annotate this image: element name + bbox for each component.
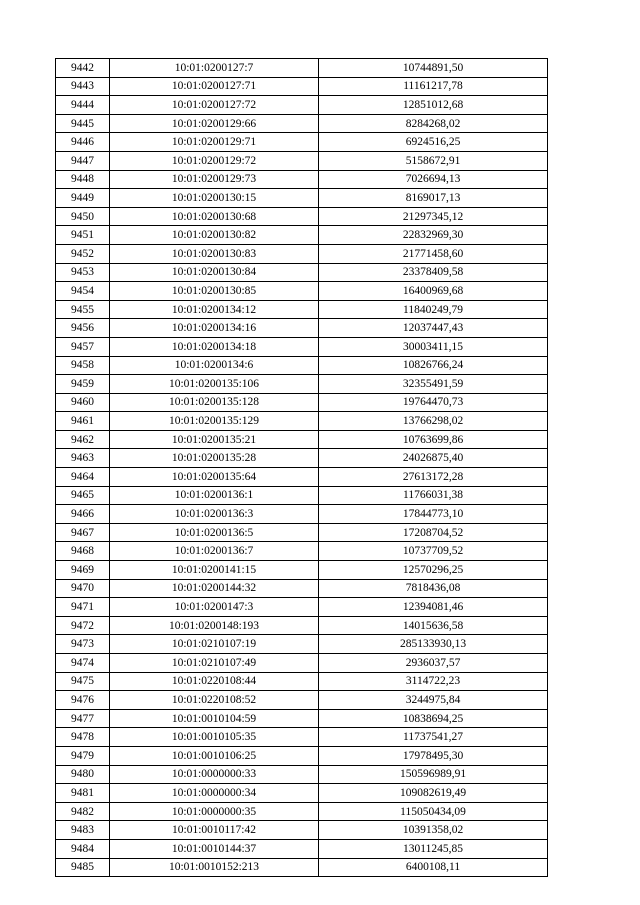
value-cell: 10763699,86 [319, 430, 548, 449]
cadastral-number-cell: 10:01:0200129:72 [110, 151, 319, 170]
cadastral-number-cell: 10:01:0000000:34 [110, 784, 319, 803]
cadastral-number-cell: 10:01:0200135:21 [110, 430, 319, 449]
cadastral-number-cell: 10:01:0200144:32 [110, 579, 319, 598]
table-row [56, 709, 548, 728]
row-number-cell: 9477 [56, 709, 110, 728]
table-row [56, 635, 548, 654]
table-row [56, 839, 548, 858]
value-cell: 21297345,12 [319, 207, 548, 226]
row-number-cell: 9478 [56, 728, 110, 747]
cadastral-number-cell: 10:01:0220108:44 [110, 672, 319, 691]
cadastral-number-cell: 10:01:0200135:129 [110, 412, 319, 431]
row-number-cell: 9458 [56, 356, 110, 375]
value-cell: 10744891,50 [319, 59, 548, 78]
table-row [56, 170, 548, 189]
cadastral-number-cell: 10:01:0200135:64 [110, 468, 319, 487]
table-row [56, 244, 548, 263]
cadastral-number-cell: 10:01:0200136:3 [110, 505, 319, 524]
value-cell: 30003411,15 [319, 337, 548, 356]
row-number-cell: 9462 [56, 430, 110, 449]
value-cell: 3114722,23 [319, 672, 548, 691]
table-row [56, 337, 548, 356]
cadastral-number-cell: 10:01:0200129:66 [110, 114, 319, 133]
cadastral-number-cell: 10:01:0000000:33 [110, 765, 319, 784]
row-number-cell: 9481 [56, 784, 110, 803]
value-cell: 2936037,57 [319, 654, 548, 673]
cadastral-number-cell: 10:01:0200136:5 [110, 523, 319, 542]
cadastral-number-cell: 10:01:0000000:35 [110, 802, 319, 821]
row-number-cell: 9446 [56, 133, 110, 152]
value-cell: 32355491,59 [319, 375, 548, 394]
table-row [56, 858, 548, 877]
row-number-cell: 9473 [56, 635, 110, 654]
row-number-cell: 9454 [56, 282, 110, 301]
row-number-cell: 9475 [56, 672, 110, 691]
table-row [56, 226, 548, 245]
row-number-cell: 9452 [56, 244, 110, 263]
table-row [56, 486, 548, 505]
cadastral-number-cell: 10:01:0200134:18 [110, 337, 319, 356]
value-cell: 8169017,13 [319, 189, 548, 208]
row-number-cell: 9468 [56, 542, 110, 561]
row-number-cell: 9460 [56, 393, 110, 412]
row-number-cell: 9480 [56, 765, 110, 784]
cadastral-number-cell: 10:01:0210107:49 [110, 654, 319, 673]
cadastral-number-cell: 10:01:0210107:19 [110, 635, 319, 654]
cadastral-number-cell: 10:01:0010105:35 [110, 728, 319, 747]
row-number-cell: 9483 [56, 821, 110, 840]
table-row [56, 802, 548, 821]
value-cell: 22832969,30 [319, 226, 548, 245]
table-row [56, 598, 548, 617]
cadastral-number-cell: 10:01:0010104:59 [110, 709, 319, 728]
value-cell: 10838694,25 [319, 709, 548, 728]
cadastral-number-cell: 10:01:0200134:6 [110, 356, 319, 375]
value-cell: 12851012,68 [319, 96, 548, 115]
value-cell: 109082619,49 [319, 784, 548, 803]
cadastral-number-cell: 10:01:0200130:84 [110, 263, 319, 282]
row-number-cell: 9449 [56, 189, 110, 208]
table-row [56, 77, 548, 96]
row-number-cell: 9479 [56, 746, 110, 765]
row-number-cell: 9476 [56, 691, 110, 710]
table-row [56, 561, 548, 580]
value-cell: 13766298,02 [319, 412, 548, 431]
cadastral-number-cell: 10:01:0010106:25 [110, 746, 319, 765]
table-row [56, 654, 548, 673]
table-body [56, 59, 548, 877]
table-row [56, 542, 548, 561]
row-number-cell: 9453 [56, 263, 110, 282]
cadastral-number-cell: 10:01:0010152:213 [110, 858, 319, 877]
table-row [56, 412, 548, 431]
value-cell: 27613172,28 [319, 468, 548, 487]
row-number-cell: 9442 [56, 59, 110, 78]
table-row [56, 133, 548, 152]
value-cell: 11737541,27 [319, 728, 548, 747]
table-row [56, 468, 548, 487]
cadastral-number-cell: 10:01:0200147:3 [110, 598, 319, 617]
cadastral-number-cell: 10:01:0200130:82 [110, 226, 319, 245]
table-row [56, 579, 548, 598]
table-row [56, 821, 548, 840]
cadastral-number-cell: 10:01:0200135:106 [110, 375, 319, 394]
value-cell: 12570296,25 [319, 561, 548, 580]
table-row [56, 523, 548, 542]
value-cell: 12394081,46 [319, 598, 548, 617]
row-number-cell: 9474 [56, 654, 110, 673]
cadastral-number-cell: 10:01:0200135:128 [110, 393, 319, 412]
value-cell: 8284268,02 [319, 114, 548, 133]
table-row [56, 263, 548, 282]
value-cell: 24026875,40 [319, 449, 548, 468]
table-row [56, 784, 548, 803]
row-number-cell: 9443 [56, 77, 110, 96]
cadastral-number-cell: 10:01:0200134:12 [110, 300, 319, 319]
cadastral-number-cell: 10:01:0200129:71 [110, 133, 319, 152]
row-number-cell: 9467 [56, 523, 110, 542]
value-cell: 17844773,10 [319, 505, 548, 524]
table-row [56, 300, 548, 319]
row-number-cell: 9465 [56, 486, 110, 505]
row-number-cell: 9482 [56, 802, 110, 821]
cadastral-number-cell: 10:01:0200130:85 [110, 282, 319, 301]
row-number-cell: 9466 [56, 505, 110, 524]
value-cell: 10737709,52 [319, 542, 548, 561]
row-number-cell: 9445 [56, 114, 110, 133]
cadastral-number-cell: 10:01:0010144:37 [110, 839, 319, 858]
table-row [56, 746, 548, 765]
table-row [56, 189, 548, 208]
cadastral-number-cell: 10:01:0010117:42 [110, 821, 319, 840]
value-cell: 11840249,79 [319, 300, 548, 319]
cadastral-number-cell: 10:01:0200136:1 [110, 486, 319, 505]
table-row [56, 319, 548, 338]
table-row [56, 59, 548, 78]
value-cell: 10391358,02 [319, 821, 548, 840]
value-cell: 11161217,78 [319, 77, 548, 96]
cadastral-number-cell: 10:01:0200127:71 [110, 77, 319, 96]
value-cell: 13011245,85 [319, 839, 548, 858]
table-row [56, 505, 548, 524]
cadastral-number-cell: 10:01:0200135:28 [110, 449, 319, 468]
table-row [56, 207, 548, 226]
value-cell: 23378409,58 [319, 263, 548, 282]
row-number-cell: 9461 [56, 412, 110, 431]
cadastral-number-cell: 10:01:0200141:15 [110, 561, 319, 580]
row-number-cell: 9451 [56, 226, 110, 245]
row-number-cell: 9456 [56, 319, 110, 338]
table-row [56, 728, 548, 747]
cadastral-number-cell: 10:01:0200127:72 [110, 96, 319, 115]
document-page [55, 58, 547, 877]
row-number-cell: 9464 [56, 468, 110, 487]
table-row [56, 765, 548, 784]
value-cell: 21771458,60 [319, 244, 548, 263]
value-cell: 3244975,84 [319, 691, 548, 710]
row-number-cell: 9457 [56, 337, 110, 356]
table-row [56, 616, 548, 635]
value-cell: 7026694,13 [319, 170, 548, 189]
value-cell: 150596989,91 [319, 765, 548, 784]
cadastral-number-cell: 10:01:0200136:7 [110, 542, 319, 561]
value-cell: 10826766,24 [319, 356, 548, 375]
cadastral-number-cell: 10:01:0200129:73 [110, 170, 319, 189]
table-row [56, 449, 548, 468]
cadastral-number-cell: 10:01:0200127:7 [110, 59, 319, 78]
row-number-cell: 9469 [56, 561, 110, 580]
row-number-cell: 9447 [56, 151, 110, 170]
table-row [56, 393, 548, 412]
table-row [56, 114, 548, 133]
value-cell: 17978495,30 [319, 746, 548, 765]
row-number-cell: 9471 [56, 598, 110, 617]
cadastral-number-cell: 10:01:0200134:16 [110, 319, 319, 338]
value-cell: 14015636,58 [319, 616, 548, 635]
row-number-cell: 9484 [56, 839, 110, 858]
row-number-cell: 9472 [56, 616, 110, 635]
table-row [56, 282, 548, 301]
table-row [56, 691, 548, 710]
value-cell: 19764470,73 [319, 393, 548, 412]
table-row [56, 151, 548, 170]
data-table [55, 58, 548, 877]
value-cell: 11766031,38 [319, 486, 548, 505]
value-cell: 16400969,68 [319, 282, 548, 301]
value-cell: 6924516,25 [319, 133, 548, 152]
row-number-cell: 9463 [56, 449, 110, 468]
value-cell: 5158672,91 [319, 151, 548, 170]
row-number-cell: 9450 [56, 207, 110, 226]
value-cell: 115050434,09 [319, 802, 548, 821]
table-row [56, 356, 548, 375]
table-row [56, 430, 548, 449]
row-number-cell: 9448 [56, 170, 110, 189]
table-row [56, 672, 548, 691]
value-cell: 6400108,11 [319, 858, 548, 877]
cadastral-number-cell: 10:01:0200130:68 [110, 207, 319, 226]
value-cell: 285133930,13 [319, 635, 548, 654]
value-cell: 12037447,43 [319, 319, 548, 338]
row-number-cell: 9444 [56, 96, 110, 115]
table-row [56, 375, 548, 394]
cadastral-number-cell: 10:01:0200130:83 [110, 244, 319, 263]
cadastral-number-cell: 10:01:0200130:15 [110, 189, 319, 208]
value-cell: 7818436,08 [319, 579, 548, 598]
cadastral-number-cell: 10:01:0220108:52 [110, 691, 319, 710]
row-number-cell: 9470 [56, 579, 110, 598]
row-number-cell: 9459 [56, 375, 110, 394]
value-cell: 17208704,52 [319, 523, 548, 542]
cadastral-number-cell: 10:01:0200148:193 [110, 616, 319, 635]
row-number-cell: 9485 [56, 858, 110, 877]
row-number-cell: 9455 [56, 300, 110, 319]
table-row [56, 96, 548, 115]
